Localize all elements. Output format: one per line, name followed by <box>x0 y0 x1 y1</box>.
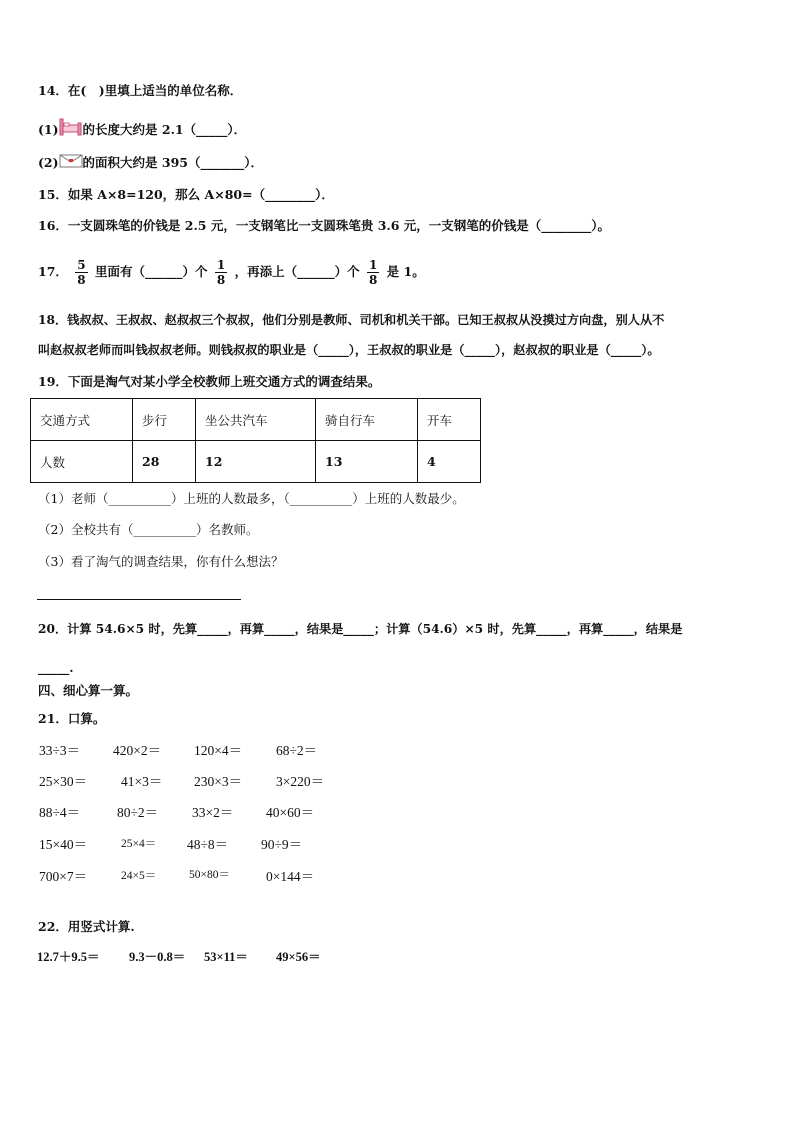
frac-num: 5 <box>77 258 86 272</box>
fraction-1-8-second <box>367 258 379 287</box>
oral-calc-item: 80÷2＝ <box>117 805 159 820</box>
oral-calc-item: 33÷3＝ <box>39 743 81 758</box>
oral-calc-item: 25×4＝ <box>121 838 157 850</box>
table-header-cell: 交通方式 <box>31 399 133 441</box>
oral-calc-item: 120×4＝ <box>194 743 243 758</box>
oral-calc-item: 420×2＝ <box>113 743 162 758</box>
q17-label: 17． <box>38 264 68 279</box>
table-header-row <box>31 399 481 441</box>
vertical-calc-item: 12.7＋9.5＝ <box>37 950 100 964</box>
oral-calc-item: 15×40＝ <box>39 837 88 852</box>
oral-calc-item: 88÷4＝ <box>39 805 81 820</box>
q16-text: 16．一支圆珠笔的价钱是 2.5 元，一支钢笔比一支圆珠笔贵 3.6 元，一支钢笔的价钱是（________）。 <box>38 218 611 233</box>
oral-calc-item: 0×144＝ <box>266 869 315 884</box>
q14-part2-prefix: (2) <box>38 155 59 170</box>
q18-line2: 叫赵叔叔老师而叫钱叔叔老师。则钱叔叔的职业是（_____），王叔叔的职业是（_____），赵叔叔的职业是（_____）。 <box>38 343 660 357</box>
q19-sub3: （3）看了淘气的调查结果，你有什么想法？ <box>38 554 284 569</box>
frac-den: 8 <box>368 273 378 287</box>
table-cell: 12 <box>196 441 316 483</box>
vertical-calc-item: 49×56＝ <box>276 950 321 964</box>
q19-title: 19．下面是淘气对某小学全校教师上班交通方式的调查结果。 <box>38 374 381 389</box>
vertical-calc-item: 9.3－0.8＝ <box>129 950 186 964</box>
q19-sub1: （1）老师（__________）上班的人数最多，（__________）上班的人数最少。 <box>38 491 465 506</box>
bed-icon <box>59 118 83 143</box>
q15-text: 15．如果 A×8=120，那么 A×80=（________）． <box>38 187 334 202</box>
q14-title: 14．在( )里填上适当的单位名称． <box>38 83 243 98</box>
table-header-cell: 步行 <box>133 399 196 441</box>
oral-calc-item: 3×220＝ <box>276 774 325 789</box>
table-cell: 人数 <box>31 441 133 483</box>
q17-end: 是 1。 <box>386 264 425 279</box>
oral-calc-item: 40×60＝ <box>266 805 315 820</box>
q14-part1 <box>38 118 246 143</box>
vertical-calc-item: 53×11＝ <box>204 950 248 964</box>
table-cell: 28 <box>133 441 196 483</box>
oral-calc-item: 48÷8＝ <box>187 837 229 852</box>
oral-calc-item: 33×2＝ <box>192 805 234 820</box>
oral-calc-item: 230×3＝ <box>194 774 243 789</box>
q20-line1: 20．计算 54.6×5 时，先算_____，再算_____，结果是_____；计算（54.6）×5 时，先算_____，再算_____，结果是 <box>38 622 683 636</box>
frac-num: 1 <box>216 258 226 272</box>
table-header-cell: 开车 <box>418 399 481 441</box>
fraction-1-8 <box>215 258 227 287</box>
oral-calc-item: 68÷2＝ <box>276 743 318 758</box>
table-cell: 13 <box>316 441 418 483</box>
q17-line <box>38 254 425 290</box>
oral-calc-item: 50×80＝ <box>189 869 230 881</box>
envelope-icon <box>59 154 83 173</box>
q14-part1-prefix: (1) <box>38 122 59 137</box>
table-row <box>31 441 481 483</box>
table-cell: 4 <box>418 441 481 483</box>
q20-line2: _____. <box>38 660 74 675</box>
answer-line <box>37 599 241 600</box>
q17-mid2: ，再添上（______）个 <box>234 264 360 279</box>
oral-calc-item: 700×7＝ <box>39 869 88 884</box>
q22-title: 22．用竖式计算. <box>38 919 135 934</box>
q19-sub2: （2）全校共有（__________）名教师。 <box>38 522 259 537</box>
q21-title: 21．口算。 <box>38 711 106 726</box>
q14-part2 <box>38 154 263 173</box>
q18-line1: 18．钱叔叔、王叔叔、赵叔叔三个叔叔，他们分别是教师、司机和机关干部。已知王叔叔从没摸过方向盘，别人从不 <box>38 313 665 327</box>
frac-den: 8 <box>216 273 226 287</box>
oral-calc-item: 41×3＝ <box>121 774 163 789</box>
q17-mid1: 里面有（______）个 <box>94 264 208 279</box>
fraction-5-8 <box>75 258 87 287</box>
oral-calc-item: 90÷9＝ <box>261 837 303 852</box>
frac-num: 1 <box>368 258 378 272</box>
table-header-cell: 骑自行车 <box>316 399 418 441</box>
section-title: 四、细心算一算。 <box>38 683 139 698</box>
oral-calc-item: 25×30＝ <box>39 774 88 789</box>
table-header-cell: 坐公共汽车 <box>196 399 316 441</box>
q14-part1-text: 的长度大约是 2.1（_____）． <box>82 122 247 137</box>
frac-den: 8 <box>77 273 86 287</box>
survey-table <box>30 398 481 483</box>
oral-calc-item: 24×5＝ <box>121 870 157 882</box>
q14-part2-text: 的面积大约是 395（_______）． <box>82 155 263 170</box>
